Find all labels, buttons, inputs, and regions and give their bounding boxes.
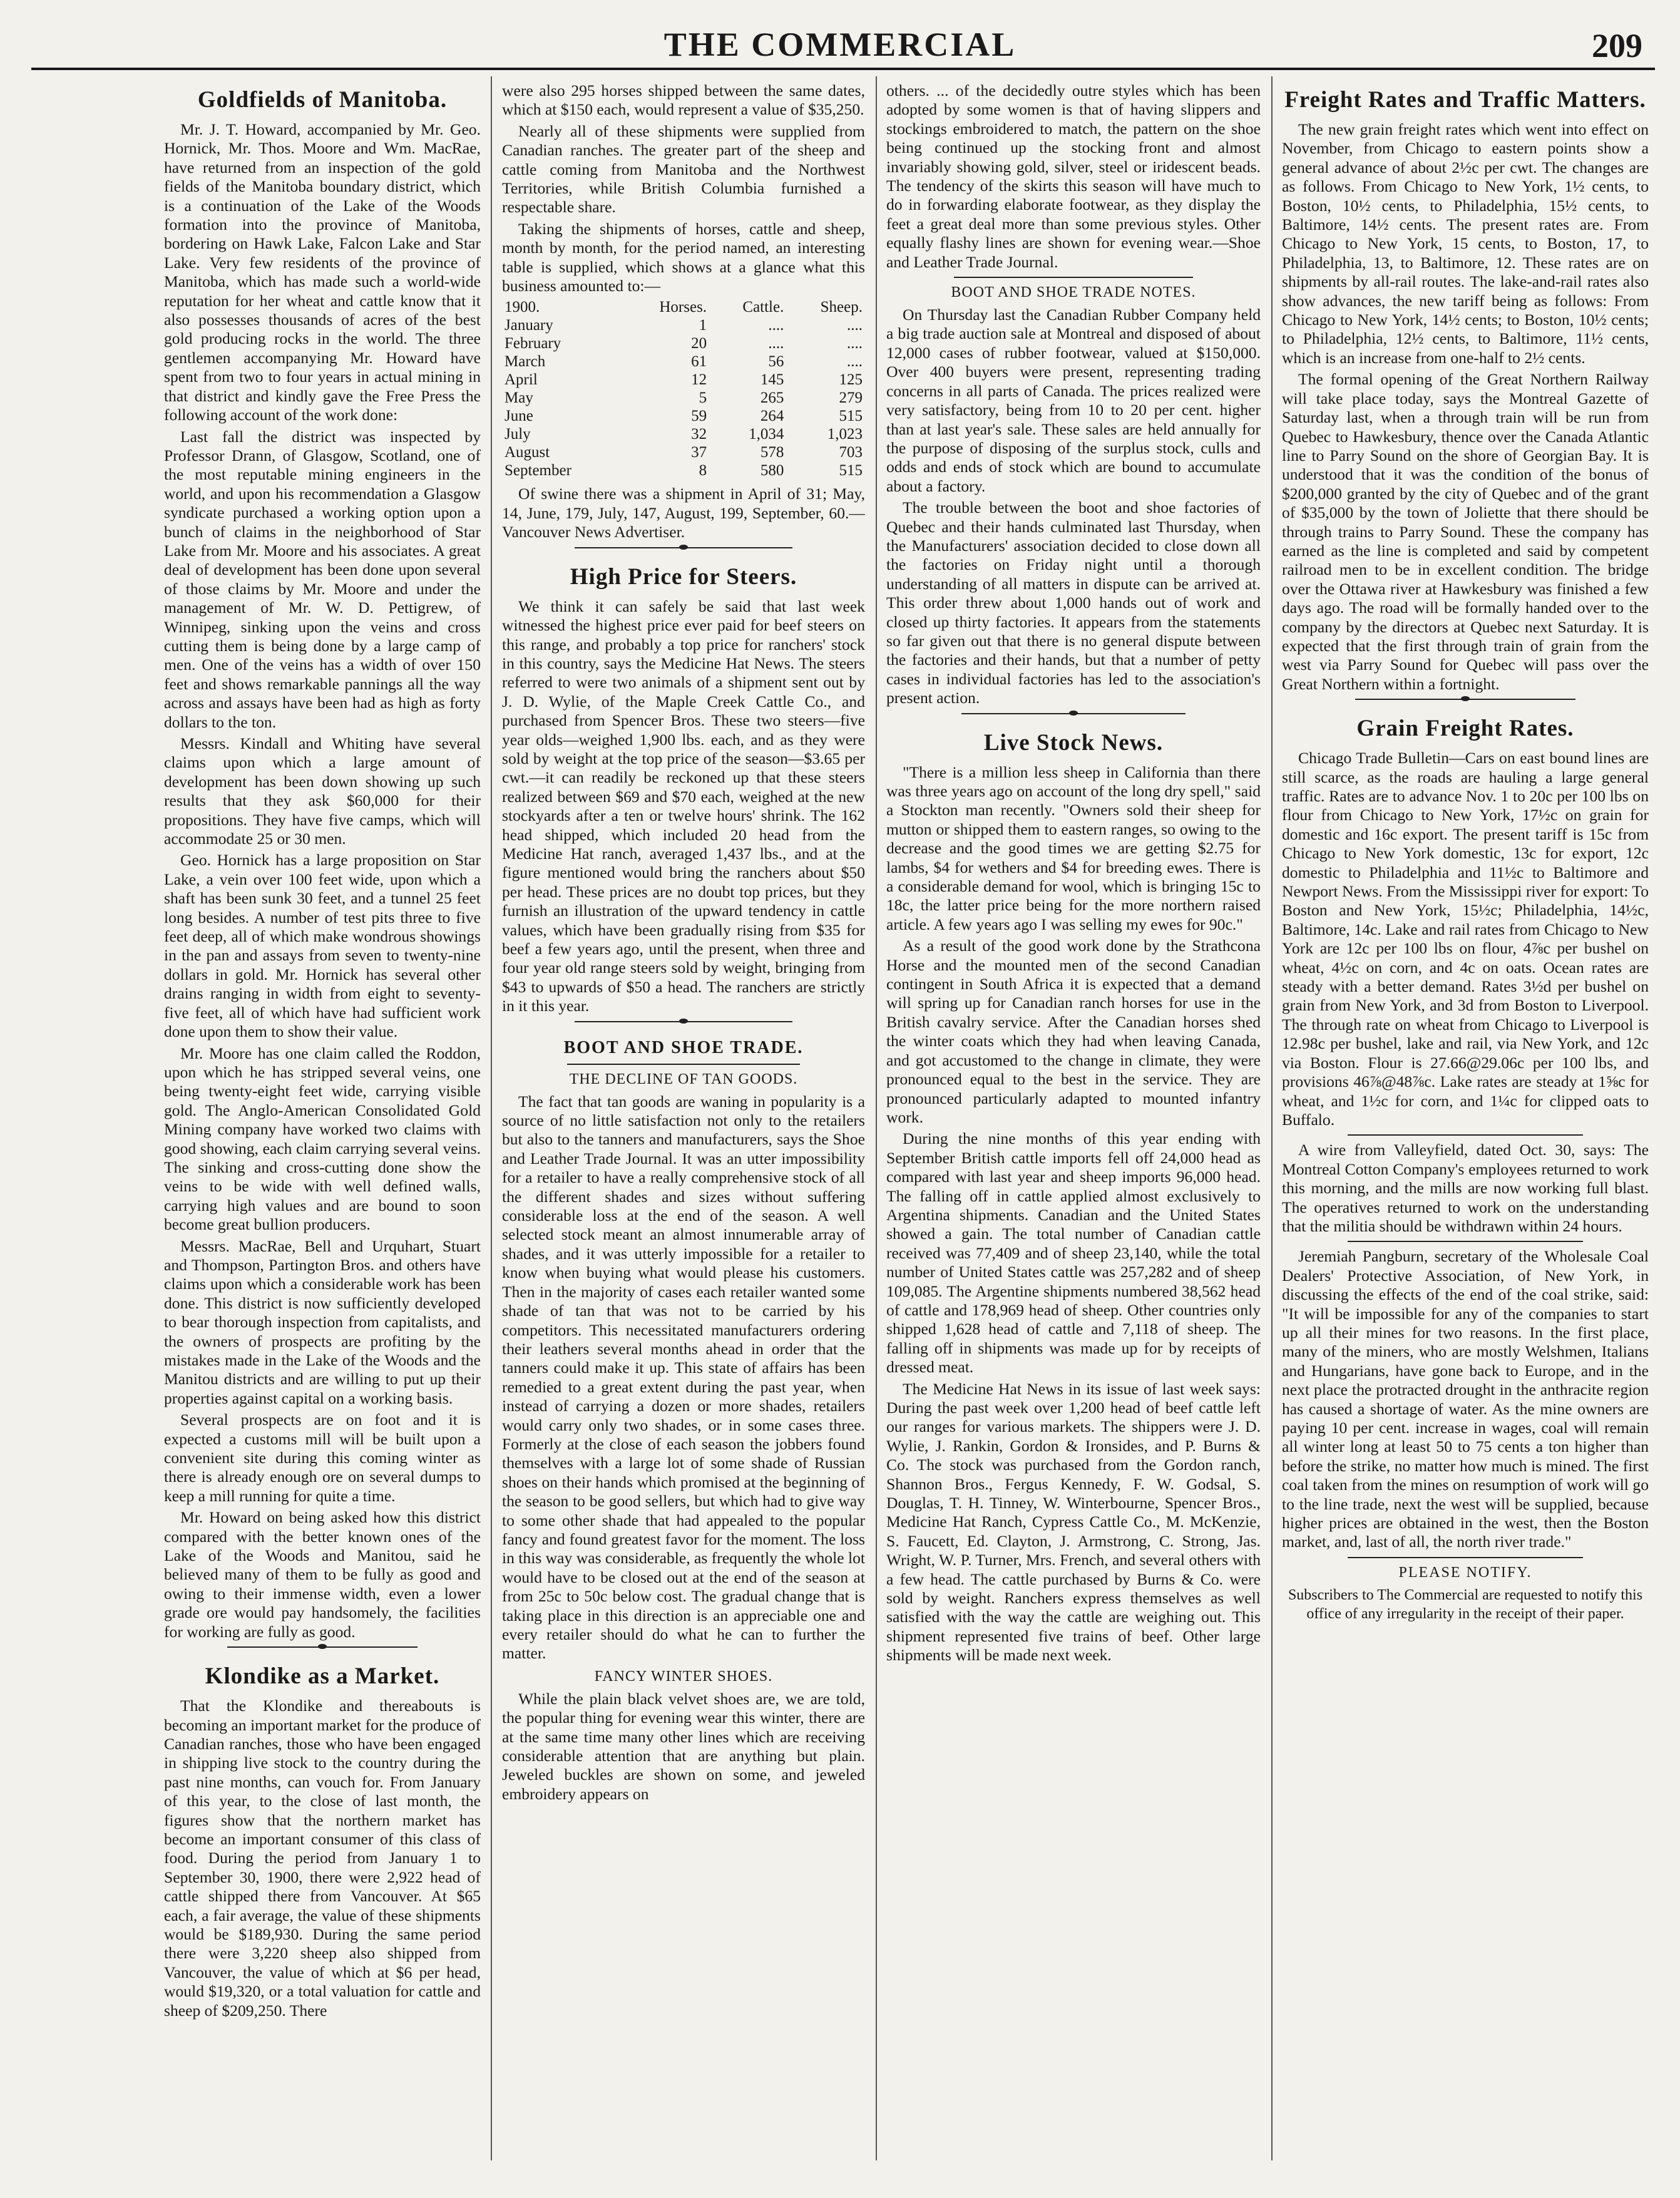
table-row xyxy=(502,371,865,389)
table-cell: .... xyxy=(847,353,863,371)
subheading-winter-shoes: FANCY WINTER SHOES. xyxy=(594,1668,773,1685)
table-row xyxy=(502,334,865,352)
table-cell: 515 xyxy=(839,408,863,425)
article-title-steers: High Price for Steers. xyxy=(570,563,797,590)
section-ornament xyxy=(1355,699,1575,709)
article-paragraph: The formal opening of the Great Northern Railway will take place today, says the Montreal Gazette of Saturday last, when a through train will be run from Quebec to Hawkesbury, thence over the Canada Atlantic line to Parry Sound on the shore of Georgian Bay. It is understood that it was the condition of the bonus of $200,000 granted by the city of Quebec and of the grant of $35,000 by the town of Joliette that there should be through trains to Parry Sound. These the company has earned as the line is completed and said by competent railroad men to be in excellent condition. The bridge over the Ottawa river at Hawkesbury was finished a few days ago. The road will be formally handed over to the company by the directors at Quebec next Saturday. It is expected that the first through train of grain from the west via Parry Sound for Quebec will pass over the Great Northern within a fortnight. xyxy=(1282,370,1649,693)
table-cell: .... xyxy=(847,317,863,334)
article-paragraph: Mr. Howard on being asked how this district compared with the better known ones of the Lake of the Woods and Manitou, said he believed many of them to be fully as good and owing to their immense width, even a lower grade ore would pay handsomely, the facilities for working are fully as good. xyxy=(164,1508,481,1641)
table-cell: 20 xyxy=(691,335,707,352)
table-cell: .... xyxy=(768,317,784,334)
article-paragraph: others. ... of the decidedly outre styles which has been adopted by some women is that of having slippers and stockings embroidered to match, the pattern on the shoe being continued up the stocking front and almost invariably showing gold, silver, steel or iridescent beads. The tendency of the skirts this season will have much to do in forwarding elaborate footwear, as they display the feet a great deal more than some previous styles. Other equally flashy lines are shown for evening wear.—Shoe and Leather Trade Journal. xyxy=(886,81,1261,271)
article-paragraph: While the plain black velvet shoes are, we are told, the popular thing for evening wear this winter, there are at the same time many other lines which are receiving considerable attention that are anything but plain. Jeweled buckles are shown on some, and jeweled embroidery appears on xyxy=(502,1689,865,1803)
table-header-cell: Cattle. xyxy=(742,299,784,316)
article-paragraph: Messrs. MacRae, Bell and Urquhart, Stuart and Thompson, Partington Bros. and others have claims upon which a considerable work has been done. This district is now sufficiently developed to bear thorough inspection from capitalists, and the owners of prospects are profiting by the mistakes made in the Lake of the Woods and the Manitou districts and are willing to put up their properties against capital on a working basis. xyxy=(164,1236,481,1407)
article-paragraph: Jeremiah Pangburn, secretary of the Wholesale Coal Dealers' Protective Association, of New York, in discussing the effects of the end of the coal strike, said: "It will be impossible for any of the companies to start up all their mines for two reasons. In the first place, many of the miners, who are mostly Welshmen, Italians and Hungarians, have gone back to Europe, and in the next place the protracted drought in the anthracite region has caused a shortage of water. As the mine owners are paying 10 per cent. increase in wages, coal will remain all winter long at least 50 to 75 cents a ton higher than before the strike, no matter how much is mined. The first coal taken from the mines on resumption of work will go to the line trade, next the west will be supplied, because higher prices are obtained in the west, then the Boston market, and, last of all, the north river trade." xyxy=(1282,1247,1649,1551)
column-rule xyxy=(491,76,492,2160)
table-cell: 32 xyxy=(691,426,707,443)
article-paragraph: On Thursday last the Canadian Rubber Company held a big trade auction sale at Montreal and disposed of about 12,000 cases of rubber footwear, valued at $150,000. Over 400 buyers were present, representing trading concerns in all parts of Canada. The prices realized were very satisfactory, being from 10 to 20 per cent. higher than at last year's sale. These sales are held annually for the purpose of disposing of the surplus stock, culls and odds and ends of stock which are bound to accumulate about a factory. xyxy=(886,306,1261,495)
table-row xyxy=(502,407,865,425)
section-rule xyxy=(954,277,1194,278)
article-title-freight: Freight Rates and Traffic Matters. xyxy=(1284,87,1646,113)
table-cell: 279 xyxy=(839,389,863,407)
table-cell: July xyxy=(505,426,531,443)
table-header-cell: 1900. xyxy=(505,299,540,316)
column-3 xyxy=(886,81,1261,2160)
column-rule xyxy=(876,76,877,2160)
page-number: 209 xyxy=(1592,27,1642,64)
table-cell: 61 xyxy=(691,353,707,371)
table-row xyxy=(502,461,865,480)
article-paragraph: That the Klondike and thereabouts is becoming an important market for the produce of Canadian ranches, those who have been engaged in shipping live stock to the country during the past nine months, can vouch for. From January of this year, to the close of last month, the figures show that the northern market has become an important consumer of this class of food. During the period from January 1 to September 30, 1900, there were 2,922 head of cattle shipped there from Vancouver. At $65 each, a fair average, the value of these shipments would be $189,930. During the same period there were 3,220 sheep also shipped from Vancouver, the value of which at $6 per head, would $19,320, or a total valuation for cattle and sheep of $209,250. There xyxy=(164,1697,481,2020)
table-cell: .... xyxy=(847,335,863,352)
notice-box xyxy=(1282,1563,1649,1623)
article-paragraph: Last fall the district was inspected by Professor Drann, of Glasgow, Scotland, one of the most reputable mining engineers in the world, and upon his recommendation a Glasgow syndicate purchased a working option upon a bunch of claims in the neighborhood of Star Lake from Mr. Moore and his associates. A great deal of development has been done upon several of those claims by Mr. Moore and under the management of Mr. W. D. Pettigrew, of Winnipeg, sinking upon the veins and cross cutting them is being done by a large camp of men. One of the veins has a width of over 150 feet and shows remarkable pannings all the way across and assays have been had as high as forty dollars to the ton. xyxy=(164,427,481,731)
table-cell: May xyxy=(505,389,533,407)
table-cell: 703 xyxy=(839,444,863,461)
table-cell: February xyxy=(505,335,561,352)
table-cell: 515 xyxy=(839,462,863,480)
section-ornament xyxy=(227,1646,417,1656)
section-rule xyxy=(1348,1134,1582,1136)
section-ornament xyxy=(575,1021,792,1031)
table-cell: 145 xyxy=(760,371,784,389)
table-cell: April xyxy=(505,371,538,389)
article-paragraph: The new grain freight rates which went into effect on November, from Chicago to eastern points show a general advance of about 2½c per cwt. The changes are as follows. From Chicago to New York, 1½ cents, to Boston, 10½ cents, to Philadelphia, 15½ cents, to Baltimore, 14½ cents. The present rates are. From Chicago to New York, 15 cents, to Boston, 17, to Philadelphia, 13, to Baltimore, 12. These rates are on shipments by all-rail routes. The lake-and-rail rates also show advances, the new tariff being as follows: From Chicago to New York, 14½ cents; to Boston, 10½ cents; to Philadelphia, 12½ cents, to Baltimore, 11½ cents, which is an increase from one-half to 2½ cents. xyxy=(1282,120,1649,367)
article-paragraph: Of swine there was a shipment in April of 31; May, 14, June, 179, July, 147, August, 199, September, 60.—Vancouver News Advertiser. xyxy=(502,485,865,542)
table-cell: September xyxy=(505,462,571,480)
article-paragraph: "There is a million less sheep in California than there was three years ago on account of the long dry spell," said a Stockton man recently. "Owners sold their sheep for mutton or shipped them to eastern ranges, so owing to the decrease and the good times we are getting $2.75 for lambs, $4 for wethers and $4 for breeding ewes. There is a considerable demand for wool, which is bringing 15c to 18c, the latter price being for the more northern raised article. A few years ago I was selling my ewes for 90c." xyxy=(886,763,1261,933)
column-rule xyxy=(1271,76,1273,2160)
masthead-title: THE COMMERCIAL xyxy=(663,26,1017,63)
article-paragraph: Geo. Hornick has a large proposition on Star Lake, a vein over 100 feet wide, upon which a shaft has been sunk 30 feet, and a tunnel 25 feet long besides. A number of test pits three to five feet deep, all of which make wondrous showings in the pan and assays from seven to twenty-nine dollars in gold. Mr. Hornick has several other drains ranging in width from eight to seventy-five feet, all of which have had sufficient work done upon them to show their value. xyxy=(164,851,481,1041)
subheading-tan-goods: THE DECLINE OF TAN GOODS. xyxy=(569,1071,798,1087)
article-paragraph: As a result of the good work done by the Strathcona Horse and the mounted men of the second Canadian contingent in South Africa it is expected that a demand will spring up for Canadian ranch horses for use in the British cavalry service. After the Canadian horses shed the winter coats which they had when leaving Canada, and got accustomed to the change in climate, they were pronounced equal to the best in the service. They are pronounced particularly adapted to mounted infantry work. xyxy=(886,937,1261,1126)
table-cell: January xyxy=(505,317,553,334)
table-cell: 59 xyxy=(691,408,707,425)
table-header-row xyxy=(502,298,865,316)
section-ornament xyxy=(575,547,792,557)
table-cell: 1,034 xyxy=(749,426,784,443)
notice-text: Subscribers to The Commercial are requested to notify this office of any irregularity in the receipt of their paper. xyxy=(1288,1586,1643,1622)
table-cell: 1 xyxy=(699,317,707,334)
subheading-trade-notes: BOOT AND SHOE TRADE NOTES. xyxy=(951,284,1196,301)
column-1 xyxy=(164,81,481,2160)
article-paragraph: Mr. J. T. Howard, accompanied by Mr. Geo. Hornick, Mr. Thos. Moore and Wm. MacRae, have returned from an inspection of the gold fields of the Manitoba boundary district, which is a continuation of the Lake of the Woods formation into the province of Manitoba, bordering on Hawk Lake, Falcon Lake and Star Lake. Very few residents of the province of Manitoba, which has made such a world-wide reputation for her wheat and cattle know that it also possesses thousands of acres of the best gold producing rocks in the world. The three gentlemen accompanying Mr. Howard have spent from two to four years in actual mining in that district and kindly gave the Free Press the following account of the work done: xyxy=(164,120,481,424)
table-row xyxy=(502,443,865,461)
table-cell: 580 xyxy=(760,462,784,480)
notice-title: PLEASE NOTIFY. xyxy=(1398,1564,1532,1581)
article-paragraph: We think it can safely be said that last week witnessed the highest price ever paid for beef steers on this range, and probably a top price for ranchers' stock in this country, says the Medicine Hat News. The steers referred to were two animals of a shipment sent out by J. D. Wylie, of the Maple Creek Cattle Co., and purchased from Spencer Bros. These two steers—five year olds—weighed 1,900 lbs. each, and as they were sold by weight at the top price of the season—$3.65 per cwt.—it can readily be reckoned up that these steers realized between $69 and $70 each, weighed at the new stockyards after a ten or twelve hours' shrink. The 162 head shipped, which included 20 head from the Medicine Hat ranch, averaged 1,437 lbs., and at the figure mentioned would bring the ranchers about $50 per head. These prices are no doubt top prices, but they furnish an illustration of the upward tendency in cattle values, which have been gradually rising from $35 for beef a few years ago, until the present, when three and four year old range steers sold by weight, bringing from $43 to upwards of $50 a head. The ranchers are strictly in it this year. xyxy=(502,597,865,1015)
article-title-grain-rates: Grain Freight Rates. xyxy=(1356,716,1574,742)
table-cell: March xyxy=(505,353,546,371)
article-title-klondike: Klondike as a Market. xyxy=(205,1663,440,1690)
table-header-cell: Sheep. xyxy=(820,299,863,316)
table-cell: 264 xyxy=(760,408,784,425)
article-title-live-stock: Live Stock News. xyxy=(983,729,1164,756)
article-paragraph: Messrs. Kindall and Whiting have several claims upon which a large amount of development has been down showing up such results that they ask $60,000 for their propositions. They have five camps, which will accommodate 25 or 30 men. xyxy=(164,734,481,848)
section-ornament xyxy=(961,713,1186,723)
table-cell: June xyxy=(505,408,533,425)
column-4 xyxy=(1282,81,1649,2160)
shipments-table xyxy=(502,298,865,480)
table-cell: 125 xyxy=(839,371,863,389)
section-rule xyxy=(1348,1557,1582,1558)
table-cell: 8 xyxy=(699,462,707,480)
article-paragraph: The trouble between the boot and shoe factories of Quebec and their hands culminated last Thursday, when the Manufacturers' association decided to close down all the factories on Friday night until a thorough understanding of all matters in dispute can be arrived at. This order threw about 1,000 hands out of work and closed up thirty factories. It appears from the statements so far given out that there is no general dispute between the factories and their hands, but that a number of petty cases in individual factories has led to the association's present action. xyxy=(886,498,1261,707)
article-paragraph: Chicago Trade Bulletin—Cars on east bound lines are still scarce, as the roads are hauling a large general traffic. Rates are to advance Nov. 1 to 20c per 100 lbs on flour from Chicago to New York, 17½c on grain for domestic and 16c export. The present tariff is 15c from Chicago to New York domestic, 13c for export, 12c domestic to Philadelphia and 11½c to Baltimore and Newport News. From the Mississippi river for export: To Boston and New York, 15½c; Philadelphia, 14½c, Baltimore, 14c. Lake and rail rates from Chicago to New York are 12c per 100 lbs on flour, 4⅞c per bushel on wheat, 4½c on corn, and 4c on oats. Ocean rates are steady with a better demand. Rates 3½d per bushel on grain from New York, and 3d from Boston to Liverpool. The through rate on wheat from Chicago to Liverpool is 12.98c per bushel, lake and rail, via New York, and 12c via Boston. Flour is 27.66@29.06c per 100 lbs, and provisions 46⅞@48⅞c. Lake rates are steady at 1⅝c for wheat, and 1½c for corn, and 1¼c for clipped oats to Buffalo. xyxy=(1282,749,1649,1129)
table-cell: .... xyxy=(768,335,784,352)
article-paragraph: During the nine months of this year ending with September British cattle imports fell off 24,000 head as compared with last year and sheep imports 96,000 head. The falling off in cattle applied almost exclusively to Argentina shipments. Canadian and the United States showed a gain. The total number of Canadian cattle received was 77,409 and of sheep 23,140, while the total number of United States cattle was 257,282 and of sheep 109,085. The Argentine shipments numbered 38,562 head of cattle and 178,969 head of sheep. Other countries only shipped 1,628 head of cattle and 7,118 of sheep. The falling off in shipments was made up for by receipts of dressed meat. xyxy=(886,1129,1261,1377)
table-row xyxy=(502,316,865,334)
table-cell: 37 xyxy=(691,444,707,461)
table-header-cell: Horses. xyxy=(659,299,707,316)
table-row xyxy=(502,389,865,407)
section-rule xyxy=(567,1064,799,1065)
article-paragraph: A wire from Valleyfield, dated Oct. 30, says: The Montreal Cotton Company's employees returned to work this morning, and the mills are now working full blast. The operatives returned to work on the understanding that the militia should be withdrawn within 24 hours. xyxy=(1282,1141,1649,1235)
article-paragraph: were also 295 horses shipped between the same dates, which at $150 each, would represent a value of $35,250. xyxy=(502,81,865,119)
section-title-boot-shoe: BOOT AND SHOE TRADE. xyxy=(563,1037,804,1057)
table-row xyxy=(502,425,865,443)
article-paragraph: The Medicine Hat News in its issue of last week says: During the past week over 1,200 head of beef cattle left our ranges for various markets. The shippers were J. D. Wylie, J. Rankin, Gordon & Ironsides, and P. Burns & Co. The stock was purchased from the Gordon ranch, Shannon Bros., Fergus Kennedy, F. W. Godsal, S. Douglas, T. H. Tinney, W. Winterbourne, Spencer Bros., Medicine Hat Ranch, Cypress Cattle Co., M. McKenzie, S. Faucett, Ed. Clayton, J. Armstrong, C. Strong, Jas. Wright, W. P. Turner, Mrs. French, and several others with a few head. The cattle purchased by Burns & Co. were sold by weight. Ranchers express themselves as well satisfied with the way the cattle are weighing out. This shipment represented five trains of beef. Other large shipments will be made next week. xyxy=(886,1379,1261,1665)
section-rule xyxy=(1348,1241,1582,1242)
table-cell: 56 xyxy=(768,353,784,371)
article-paragraph: The fact that tan goods are waning in popularity is a source of no little satisfaction not only to the retailers but also to the tanners and manufacturers, says the Shoe and Leather Trade Journal. It was an utter impossibility for a retailer to have a really comprehensive stock of all the different shades and sizes without suffering considerable loss at the end of the season. A well selected stock meant an almost innumerable array of shades, and it was utterly impossible for a retailer to know when buying what would please his customers. Then in the majority of cases each retailer wanted some shade of tan that was not to be carried by his competitors. This necessitated manufacturers ordering their leathers several months ahead in order that the tanners could make it up. This state of affairs has been remedied to a great extent during the past year, when instead of carrying a dozen or more shades, retailers would carry only two shades, or in some cases three. Formerly at the close of each season the jobbers found themselves with a large lot of some shade of Russian shoes on their hands which promised at the beginning of the season to be good sellers, but which had to give way to some other shade that had appealed to the popular fancy and found greatest favor for the moment. The loss in this way was considerable, as frequently the whole lot would have to be closed out at the end of the season at from 25c to 50c below cost. The gradual change that is taking place in this direction is an appreciable one and every retailer should do what he can to further the matter. xyxy=(502,1092,865,1663)
article-paragraph: Taking the shipments of horses, cattle and sheep, month by month, for the period named, an interesting table is supplied, which shows at a glance what this business amounted to:— xyxy=(502,219,865,295)
column-2 xyxy=(502,81,865,2160)
table-cell: 1,023 xyxy=(827,426,863,443)
table-cell: August xyxy=(505,444,550,461)
article-paragraph: Mr. Moore has one claim called the Roddon, upon which he has stripped several veins, one being twenty-eight feet wide, carrying visible gold. The Anglo-American Consolidated Gold Mining company have worked two claims with good showing, each claim carrying several veins. The sinking and cross-cutting done show the veins to be wide with well defined walls, carrying high values and are bound to soon become great bullion producers. xyxy=(164,1044,481,1234)
article-paragraph: Nearly all of these shipments were supplied from Canadian ranches. The greater part of the sheep and cattle coming from Manitoba and the Northwest Territories, while British Columbia furnished a respectable share. xyxy=(502,121,865,217)
article-title-goldfields: Goldfields of Manitoba. xyxy=(197,87,448,113)
table-row xyxy=(502,352,865,371)
table-cell: 578 xyxy=(760,444,784,461)
header-rule xyxy=(31,68,1655,70)
table-cell: 265 xyxy=(760,389,784,407)
article-paragraph: Several prospects are on foot and it is expected a customs mill will be built upon a convenient site during this coming winter as there is already enough ore on several dumps to keep a mill running for quite a time. xyxy=(164,1410,481,1505)
table-cell: 12 xyxy=(691,371,707,389)
table-cell: 5 xyxy=(699,389,707,407)
